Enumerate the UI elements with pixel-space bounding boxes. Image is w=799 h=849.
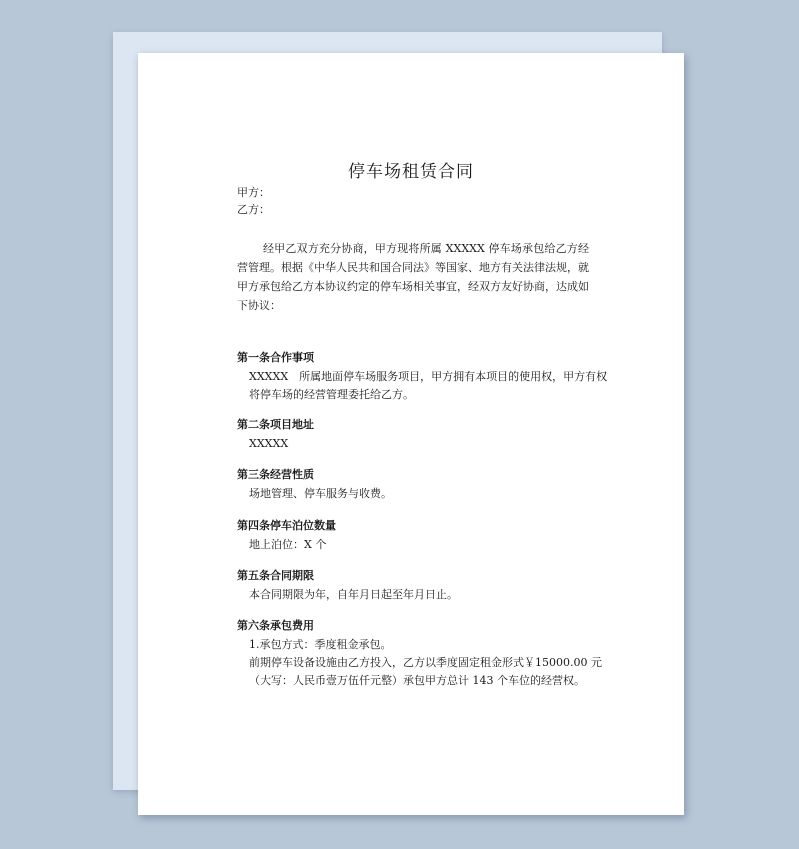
- section-line: XXXXX 所属地面停车场服务项目，甲方拥有本项目的使用权，甲方有权: [249, 370, 608, 383]
- section-heading: 第四条停车泊位数量: [237, 519, 336, 532]
- section-cooperation: [237, 350, 608, 404]
- section-body: [237, 586, 597, 604]
- section-body: [237, 435, 597, 453]
- section-line: （大写：人民币壹万伍仟元整）承包甲方总计 143 个车位的经营权。: [249, 674, 585, 687]
- intro-paragraph: 经甲乙双方充分协商，甲方现将所属 XXXXX 停车场承包给乙方经营管理。根据《中华人民共和国合同法》等国家、地方有关法律法规，就甲方承包给乙方本协议约定的停车场相关事宜，经双方友好协商，达成如下协议：: [237, 242, 589, 312]
- section-heading: 第三条经营性质: [237, 468, 314, 481]
- section-line: XXXXX: [249, 437, 289, 450]
- section-address: [237, 417, 597, 453]
- section-parking-count: [237, 518, 597, 554]
- document-page: [138, 53, 684, 815]
- section-contract-term: [237, 568, 597, 604]
- section-line: 1.承包方式：季度租金承包。: [249, 638, 392, 651]
- section-line: 地上泊位：X 个: [249, 538, 327, 551]
- section-line: 本合同期限为年，自年月日起至年月日止。: [249, 588, 458, 601]
- section-contract-fee: [237, 618, 602, 690]
- section-line: 将停车场的经营管理委托给乙方。: [249, 388, 414, 401]
- section-body: [237, 368, 608, 404]
- section-body: [237, 536, 597, 554]
- section-line: 前期停车设备设施由乙方投入，乙方以季度固定租金形式￥15000.00 元: [249, 656, 602, 669]
- party-a-label: 甲方：: [237, 186, 270, 199]
- document-title: 停车场租赁合同: [348, 162, 474, 182]
- section-business-nature: [237, 467, 597, 503]
- party-b-label: 乙方：: [237, 203, 270, 216]
- section-body: [237, 485, 597, 503]
- section-line: 场地管理、停车服务与收费。: [249, 487, 392, 500]
- section-heading: 第一条合作事项: [237, 351, 314, 364]
- section-heading: 第六条承包费用: [237, 619, 314, 632]
- section-heading: 第五条合同期限: [237, 569, 314, 582]
- section-heading: 第二条项目地址: [237, 418, 314, 431]
- section-body: [237, 636, 602, 690]
